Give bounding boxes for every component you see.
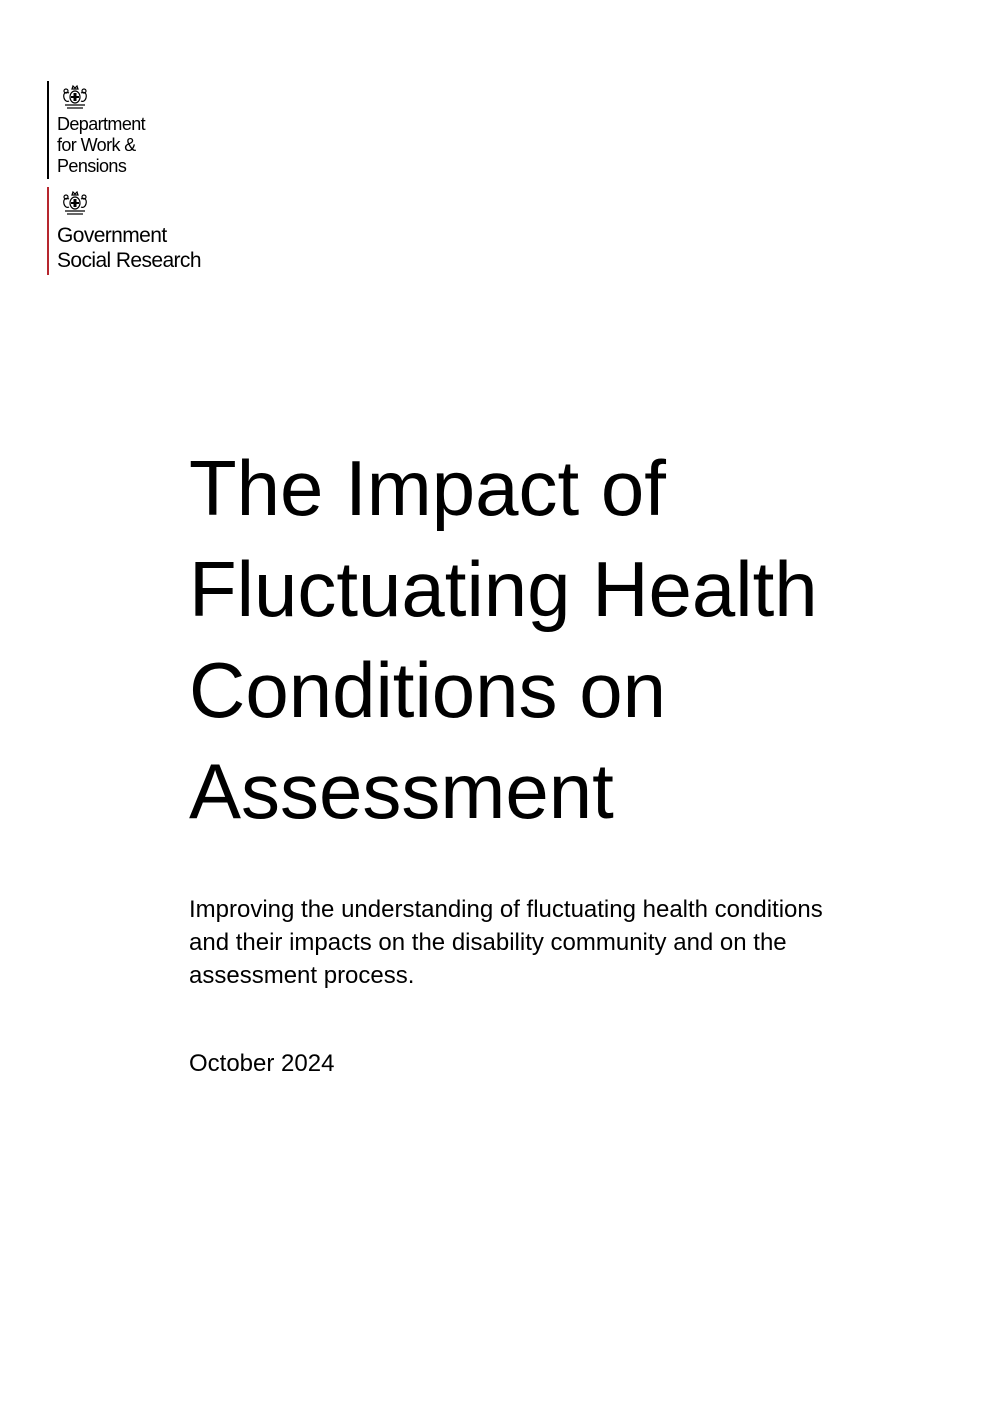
gsr-logo-line: Social Research [57, 249, 201, 272]
subtitle-line: and their impacts on the disability community and on the [189, 929, 787, 956]
dwp-logo-line: for Work & [57, 135, 136, 155]
dwp-logo-line: Department [57, 114, 146, 134]
document-title [189, 438, 949, 842]
gsr-logo [47, 187, 201, 275]
gsr-logo-rule [47, 187, 49, 275]
subtitle-line: assessment process. [189, 962, 415, 989]
gsr-logo-text [57, 223, 201, 273]
publication-date: October 2024 [189, 1050, 335, 1077]
title-line: The Impact of [189, 444, 666, 532]
dwp-logo [47, 81, 145, 179]
dwp-logo-text [57, 114, 145, 177]
title-line: Conditions on [189, 646, 666, 734]
dwp-logo-line: Pensions [57, 156, 127, 176]
royal-coat-of-arms-icon [57, 187, 93, 217]
royal-coat-of-arms-icon [57, 81, 93, 111]
dwp-logo-rule [47, 81, 49, 179]
title-line: Assessment [189, 747, 614, 835]
gsr-logo-line: Government [57, 224, 167, 247]
document-subtitle [189, 893, 929, 992]
title-line: Fluctuating Health [189, 545, 818, 633]
subtitle-line: Improving the understanding of fluctuating health conditions [189, 896, 823, 923]
